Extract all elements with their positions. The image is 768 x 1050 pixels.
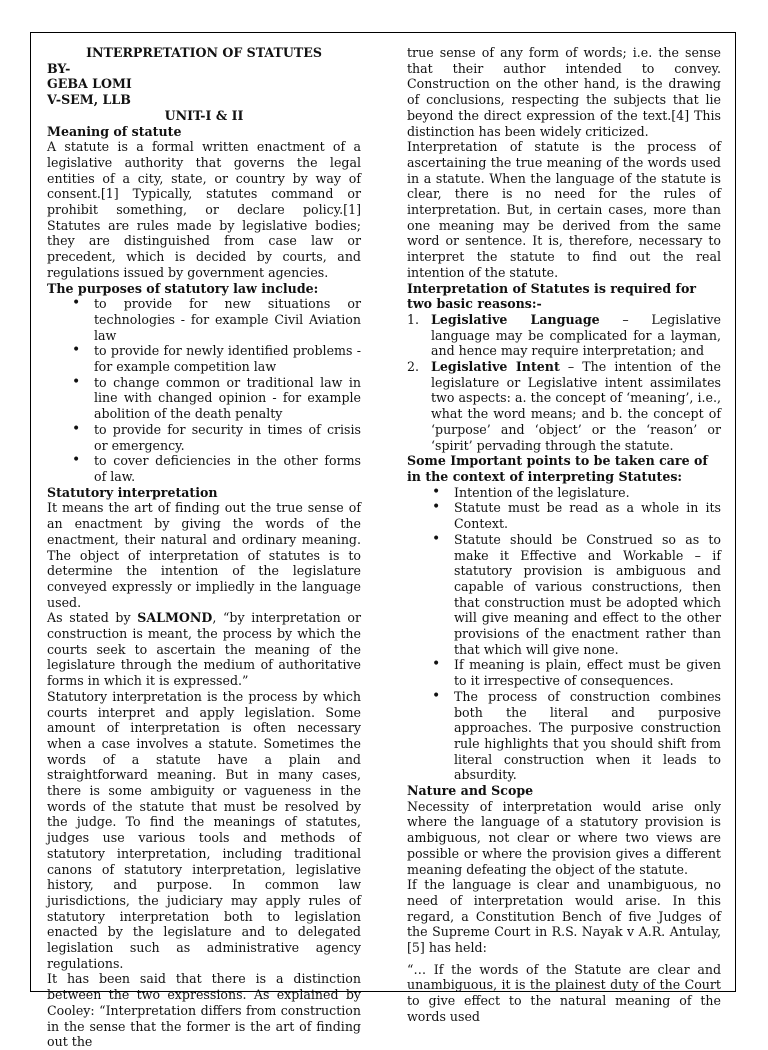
list-item <box>407 359 721 453</box>
reasons-heading: Interpretation of Statutes is required for two basic reasons:- <box>407 280 696 312</box>
salmond-paragraph <box>47 610 361 689</box>
cooley-continuation: true sense of any form of words; i.e. the sense that their author intended to convey. Construction on the other hand, is the drawing of conclusions, respecting the subjects that lie beyond the direct expression of the text.[4] This distinction has been widely criticized. <box>407 45 721 139</box>
reason-term: Legislative Intent <box>431 359 560 375</box>
salmond-name: SALMOND <box>137 610 213 626</box>
reason-text: – Legislative language may be complicated for a layman, and hence may require interpretation; and <box>431 311 721 359</box>
document-title: INTERPRETATION OF STATUTES <box>86 45 322 60</box>
statutory-paragraph-3: Statutory interpretation is the process by which courts interpret and apply legislation. Some amount of interpretation is often necessary when a case involves a statute. Sometimes the words of a statute have a plain and straightforward meaning. But in many cases, there is some ambiguity or vagueness in the words of the statute that must be resolved by the judge. To find the meanings of statutes, judges use various tools and methods of statutory interpretation, including traditional canons of statutory interpretation, legislative history, and purpose. In common law jurisdictions, the judiciary may apply rules of statutory interpretation both to legislation enacted by the legislature and to delegated legislation such as administrative agency regulations. <box>47 688 361 971</box>
meaning-text: A statute is a formal written enactment of a legislative authority that governs the legal entities of a city, state, or country by way of consent.[1] Typically, statutes command or prohibit something, or declare policy.[1] Statutes are rules made by legislative bodies; they are distinguished from case law or precedent, which is decided by courts, and regulations issued by government agencies. <box>47 139 361 280</box>
list-item: • The process of construction combines both the literal and purposive approaches. The purposive construction rule highlights that you should shift from literal construction when it leads to absurdity. <box>454 689 721 783</box>
statutory-heading: Statutory interpretation <box>47 484 218 500</box>
list-item: • to change common or traditional law in line with changed opinion - for example abolition of the death penalty <box>94 375 361 422</box>
left-column <box>47 45 361 1050</box>
right-column <box>407 45 721 1025</box>
list-number: 1. <box>407 311 420 327</box>
meaning-heading: Meaning of statute <box>47 123 182 139</box>
salmond-pre: As stated by <box>47 610 138 626</box>
statutory-paragraph-5: Interpretation of statute is the process of ascertaining the true meaning of the words used in a statute. When the language of the statute is clear, there is no need for the rules of interpretation. But, in certain cases, more than one meaning may be derived from the same word or sentence. It is, therefore, necessary to interpret the statute to find out the real intention of the statute. <box>407 139 721 280</box>
cooley-paragraph: It has been said that there is a distinction between the two expressions. As explained by Cooley: “Interpretation differs from construction in the sense that the former is the art of finding out the <box>47 971 361 1050</box>
nature-heading: Nature and Scope <box>407 783 534 799</box>
points-heading: Some Important points to be taken care of in the context of interpreting Statutes: <box>407 453 708 484</box>
salmond-post: , “by interpretation or construction is meant, the process by which the courts seek to ascertain the meaning of the legislature through the medium of authoritative forms in which it is expressed.” <box>47 610 361 689</box>
reason-text: – The intention of the legislature or Legislative intent assimilates two aspects: a. the concept of ‘meaning’, i.e., what the word means; and b. the concept of ‘purpose’ and ‘object’ or the ‘reason’ or ‘spirit’ pervading through the statute. <box>431 359 721 453</box>
nature-quote: “… If the words of the Statute are clear and unambiguous, it is the plainest duty of the Court to give effect to the natural meaning of the words used <box>407 961 721 1024</box>
unit-label: UNIT-I & II <box>164 107 244 123</box>
points-list <box>407 485 721 783</box>
author-name: GEBA LOMI <box>47 76 132 92</box>
list-item: • to provide for new situations or technologies - for example Civil Aviation law <box>94 296 361 343</box>
nature-paragraph-1: Necessity of interpretation would arise only where the language of a statutory provision is ambiguous, not clear or where two views are possible or where the provision gives a different meaning defeating the object of the statute. <box>407 798 721 877</box>
purposes-heading: The purposes of statutory law include: <box>47 280 319 296</box>
list-item: • to provide for security in times of crisis or emergency. <box>94 422 361 453</box>
reasons-list <box>407 312 721 453</box>
by-label: BY- <box>47 60 71 76</box>
list-item: • to provide for newly identified problems - for example competition law <box>94 343 361 374</box>
list-item: • Statute should be Construed so as to make it Effective and Workable – if statutory provision is ambiguous and capable of various constructions, then that construction must be adopted which will give meaning and effect to the other provisions of the enactment rather than that which will give none. <box>454 532 721 658</box>
nature-paragraph-2: If the language is clear and unambiguous, no need of interpretation would arise. In this regard, a Constitution Bench of five Judges of the Supreme Court in R.S. Nayak v A.R. Antulay,[5] has held: <box>407 877 721 956</box>
page-frame <box>30 32 736 1050</box>
reason-term: Legislative Language <box>431 311 600 327</box>
purposes-list <box>47 296 361 484</box>
statutory-paragraph-1: It means the art of finding out the true sense of an enactment by giving the words of the enactment, their natural and ordinary meaning. The object of interpretation of statutes is to determine the intention of the legislature conveyed expressly or impliedly in the language used. <box>47 500 361 610</box>
list-item: • Statute must be read as a whole in its Context. <box>454 500 721 531</box>
list-number: 2. <box>407 359 420 375</box>
list-item: • Intention of the legislature. <box>454 485 721 501</box>
list-item: • to cover deficiencies in the other forms of law. <box>94 453 361 484</box>
list-item: • If meaning is plain, effect must be given to it irrespective of consequences. <box>454 657 721 688</box>
list-item <box>407 311 721 359</box>
course-label: V-SEM, LLB <box>47 92 131 108</box>
